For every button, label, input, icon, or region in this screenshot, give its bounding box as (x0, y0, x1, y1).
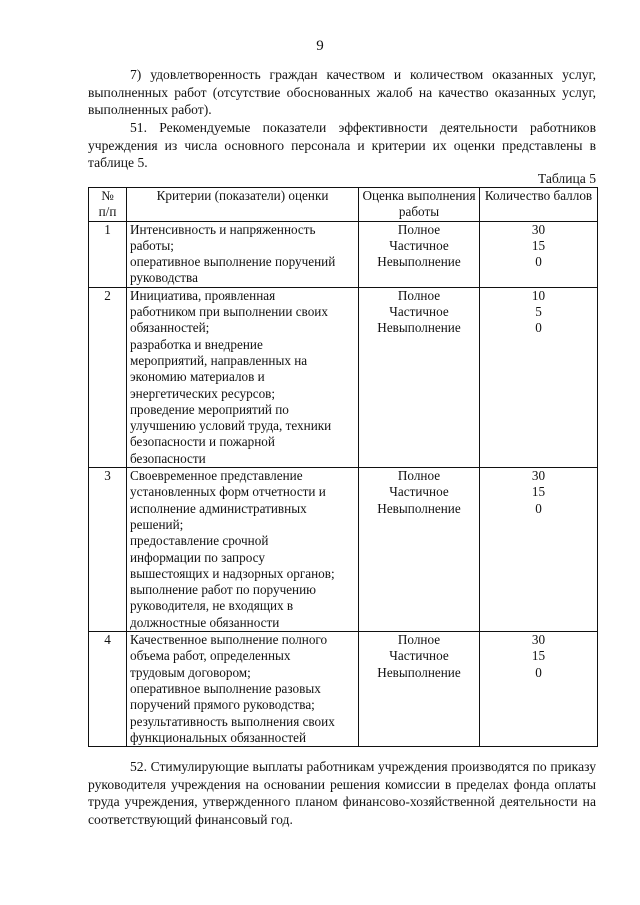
table-header-row (89, 188, 598, 222)
table-row (89, 221, 598, 287)
table-row (89, 468, 598, 632)
criteria-line: предоставление срочной (130, 533, 269, 549)
criteria-line: выполнение работ по поручению (130, 582, 317, 598)
criteria-cell (127, 221, 359, 287)
score-line: 30 (531, 468, 546, 484)
score-line: 15 (531, 648, 546, 664)
row-number: 1 (89, 221, 127, 287)
row-number: 3 (89, 468, 127, 632)
header-evaluation (359, 188, 480, 222)
criteria-line: улучшению условий труда, техники (130, 418, 332, 434)
criteria-line: безопасности и пожарной (130, 434, 275, 450)
score-line: 0 (535, 254, 542, 270)
criteria-line: должностные обязанности (130, 614, 280, 630)
score-cell (480, 221, 598, 287)
criteria-line: экономию материалов и (130, 369, 265, 385)
table-caption: Таблица 5 (537, 171, 596, 186)
evaluation-cell (359, 221, 480, 287)
criteria-line: оперативное выполнение поручений (130, 254, 336, 270)
criteria-line: мероприятий, направленных на (130, 352, 308, 368)
criteria-table (88, 187, 598, 747)
score-line: 0 (535, 320, 542, 336)
score-line: 30 (531, 632, 546, 648)
evaluation-line: Полное (397, 468, 441, 484)
criteria-line: Качественное выполнение полного (130, 632, 328, 648)
paragraph-51: 51. Рекомендуемые показатели эффективности деятельности работников учреждения из числа основного персонала и критерии их оценки представлены в таблице 5. (88, 120, 596, 170)
score-line: 15 (531, 237, 546, 253)
criteria-line: результативность выполнения своих (130, 713, 335, 729)
paragraph-52: 52. Стимулирующие выплаты работникам учреждения производятся по приказу руководителя учреждения на основании решения комиссии в пределах фонда оплаты труда учреждения, утвержденного планом финансово-хозяйственной деятельности на соответствующий финансовый год. (88, 759, 596, 827)
evaluation-line: Полное (397, 632, 441, 648)
criteria-line: энергетических ресурсов; (130, 385, 276, 401)
header-num (89, 188, 127, 222)
evaluation-line: Полное (397, 221, 441, 237)
header-num-line: № (101, 188, 114, 203)
criteria-line: работником при выполнении своих (130, 304, 328, 320)
criteria-line: информации по запросу (130, 549, 265, 565)
table-body (89, 221, 598, 747)
criteria-line: оперативное выполнение разовых (130, 680, 321, 696)
evaluation-line: Невыполнение (377, 664, 461, 680)
row-number: 2 (89, 287, 127, 467)
evaluation-line: Частичное (389, 304, 449, 320)
criteria-line: Своевременное представление (130, 468, 303, 484)
criteria-line: объема работ, определенных (130, 648, 291, 664)
paragraph-7: 7) удовлетворенность граждан качеством и количеством оказанных услуг, выполненных работ (отсутствие обоснованных жалоб на качество оказанных услуг, выполненных работ). (88, 67, 596, 117)
criteria-cell (127, 632, 359, 747)
criteria-line: работы; (130, 237, 174, 253)
criteria-line: функциональных обязанностей (130, 729, 307, 745)
evaluation-cell (359, 468, 480, 632)
score-line: 5 (535, 304, 542, 320)
criteria-line: проведение мероприятий по (130, 401, 289, 417)
score-line: 10 (531, 287, 546, 303)
score-line: 15 (531, 484, 546, 500)
evaluation-cell (359, 287, 480, 467)
evaluation-line: Частичное (389, 237, 449, 253)
header-evaluation-line: Оценка выполнения (362, 188, 476, 203)
criteria-cell (127, 468, 359, 632)
page-number: 9 (316, 38, 324, 54)
evaluation-line: Частичное (389, 648, 449, 664)
score-cell (480, 287, 598, 467)
evaluation-line: Полное (397, 287, 441, 303)
evaluation-line: Невыполнение (377, 254, 461, 270)
criteria-cell (127, 287, 359, 467)
criteria-line: трудовым договором; (130, 664, 251, 680)
header-num-line: п/п (98, 204, 117, 220)
criteria-line: руководства (130, 270, 198, 286)
score-cell (480, 468, 598, 632)
table-row (89, 287, 598, 467)
criteria-line: установленных форм отчетности и (130, 484, 326, 500)
criteria-line: решений; (130, 516, 184, 532)
header-criteria: Критерии (показатели) оценки (127, 188, 359, 222)
criteria-line: Инициатива, проявленная (130, 287, 276, 303)
criteria-line: вышестоящих и надзорных органов; (130, 565, 335, 581)
header-score: Количество баллов (480, 188, 598, 222)
evaluation-line: Невыполнение (377, 320, 461, 336)
score-cell (480, 632, 598, 747)
score-line: 30 (531, 221, 546, 237)
criteria-line: поручений прямого руководства; (130, 697, 315, 713)
score-line: 0 (535, 664, 542, 680)
criteria-line: исполнение административных (130, 500, 307, 516)
criteria-line: Интенсивность и напряженность (130, 221, 316, 237)
criteria-line: руководителя, не входящих в (130, 598, 294, 614)
evaluation-cell (359, 632, 480, 747)
evaluation-line: Частичное (389, 484, 449, 500)
header-evaluation-line: работы (398, 204, 440, 220)
row-number: 4 (89, 632, 127, 747)
table-row (89, 632, 598, 747)
evaluation-line: Невыполнение (377, 500, 461, 516)
score-line: 0 (535, 500, 542, 516)
criteria-line: обязанностей; (130, 320, 210, 336)
criteria-line: разработка и внедрение (130, 336, 263, 352)
criteria-line: безопасности (130, 450, 206, 466)
